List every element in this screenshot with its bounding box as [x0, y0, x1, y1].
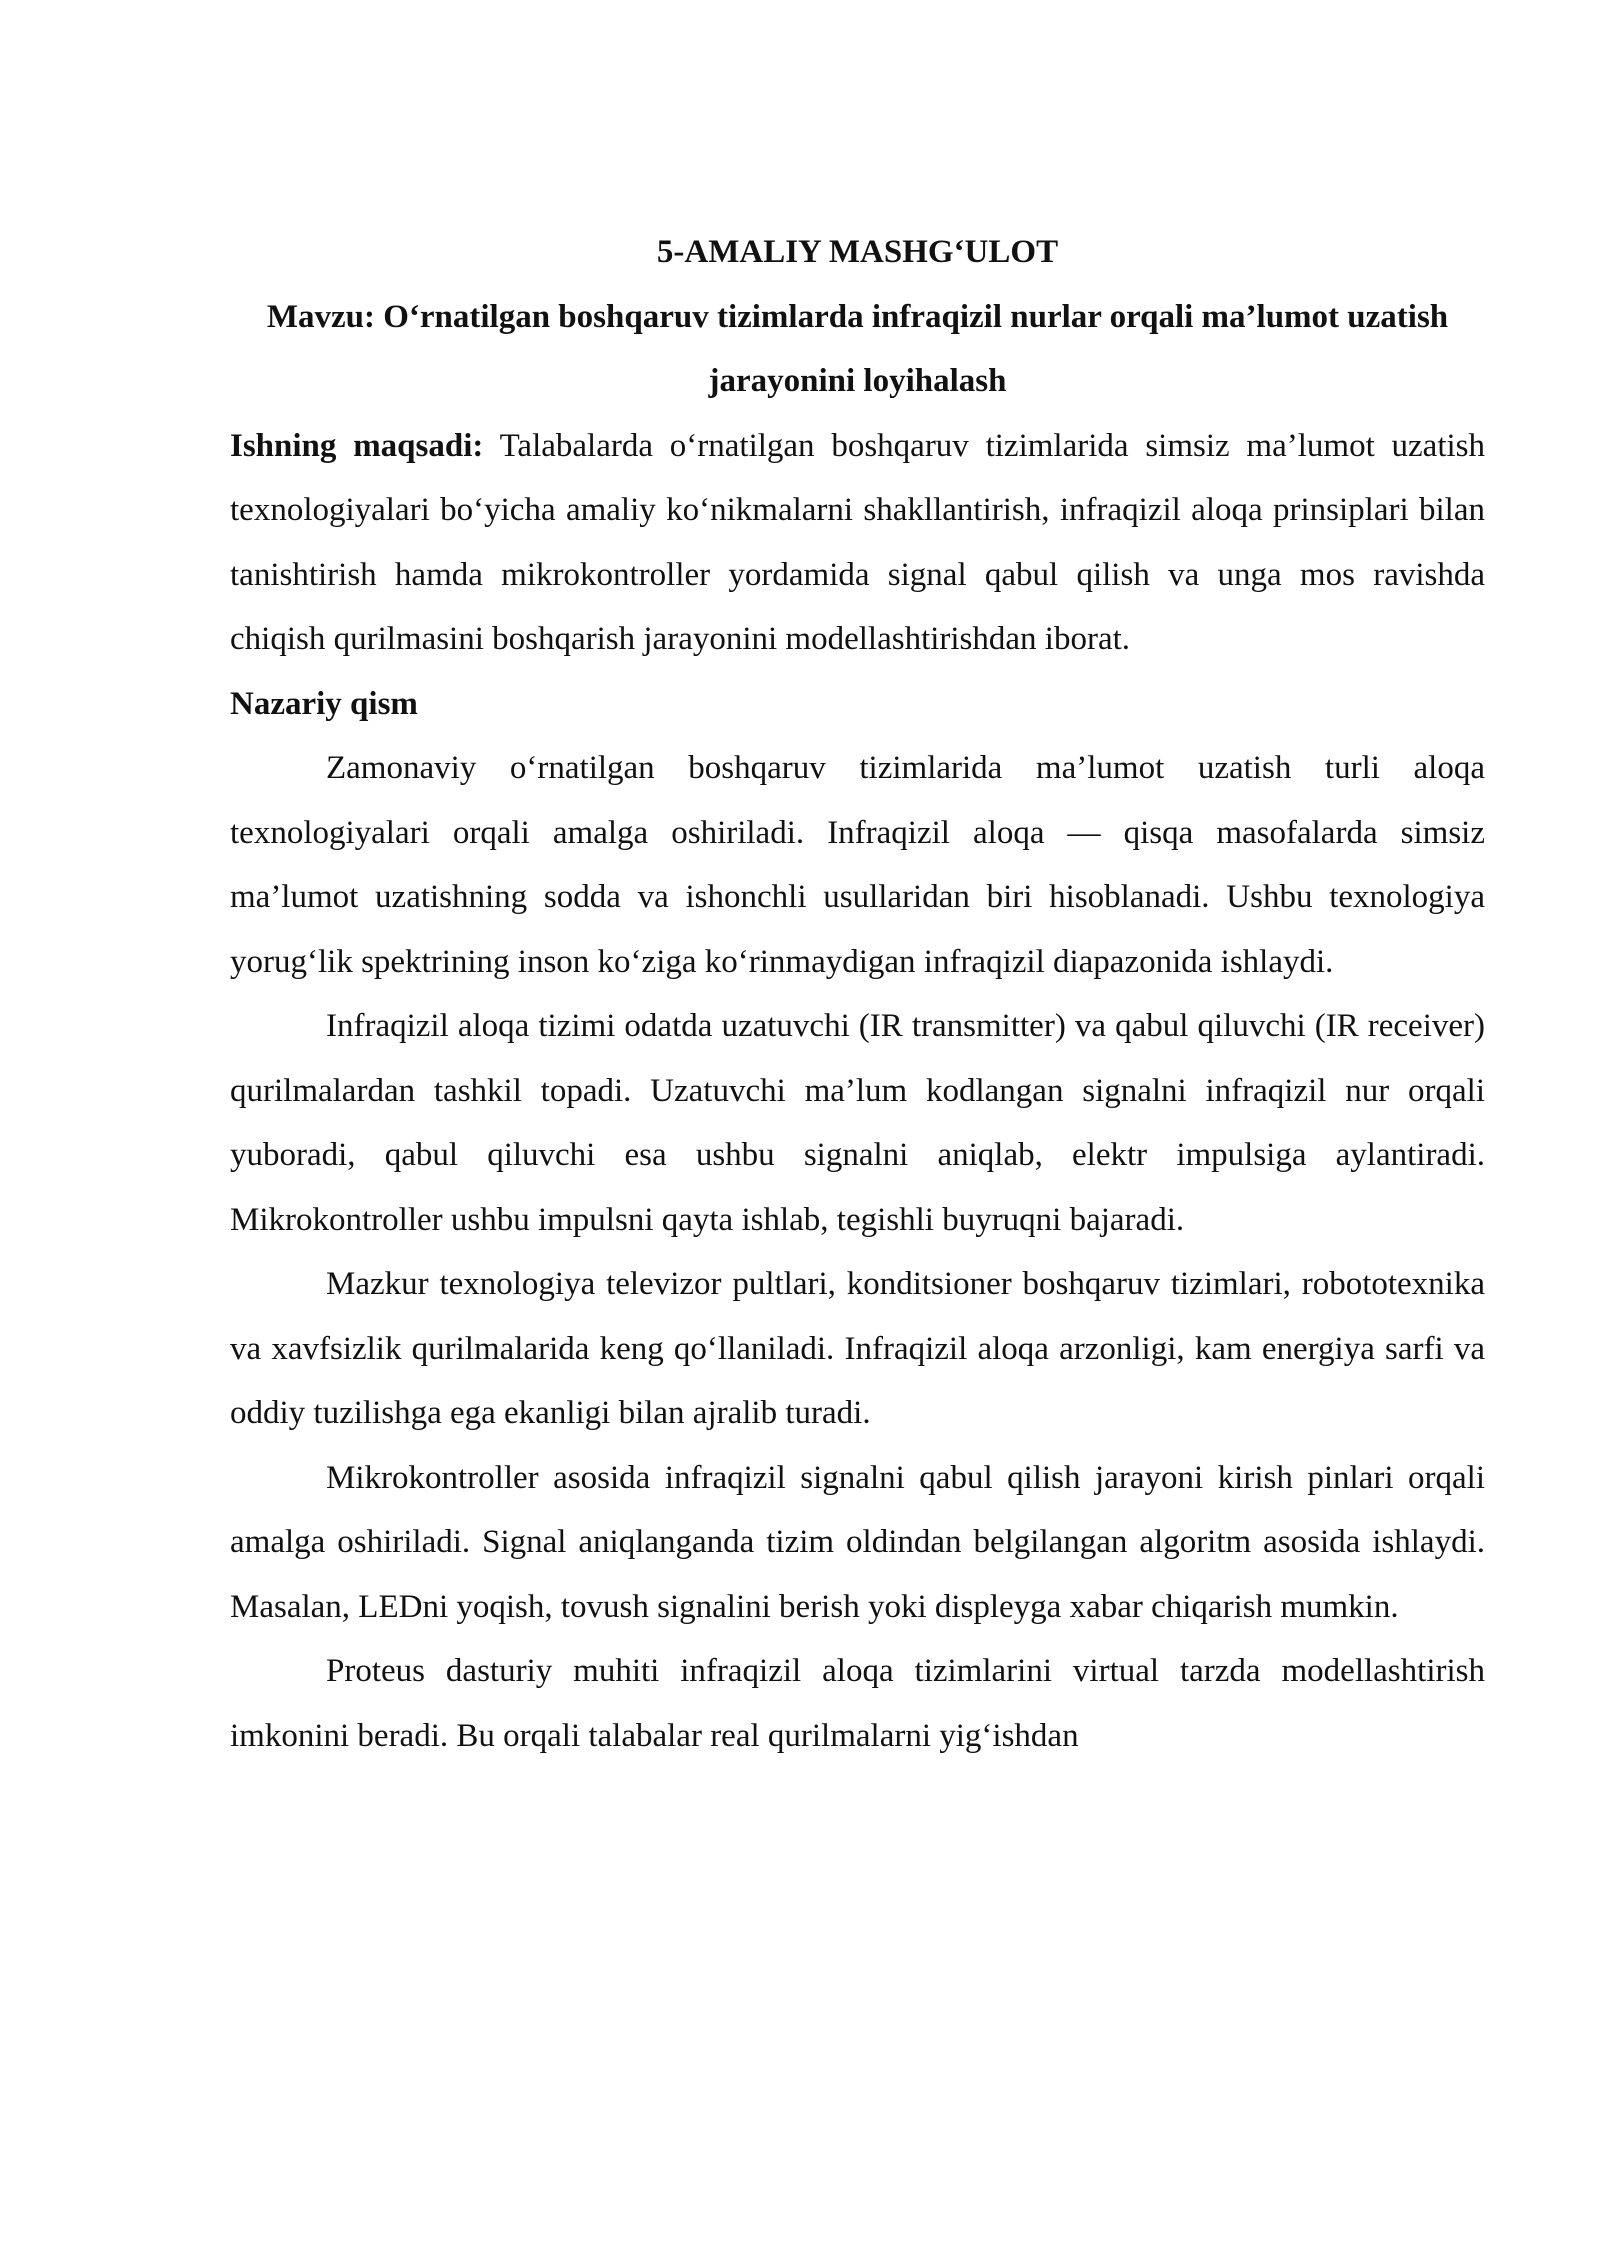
document-page [230, 220, 1485, 1768]
body-paragraph-2: Infraqizil aloqa tizimi odatda uzatuvchi (IR transmitter) va qabul qiluvchi (IR receiver) qurilmalardan tashkil topadi. Uzatuvchi ma’lum kodlangan signalni infraqizil nur orqali yuboradi, qabul qiluvchi esa ushbu signalni aniqlab, elektr impulsiga aylantiradi. Mikrokontroller ushbu impulsni qayta ishlab, tegishli buyruqni bajaradi. [230, 1008, 1485, 1238]
goal-text: Talabalarda o‘rnatilgan boshqaruv tizimlarida simsiz ma’lumot uzatish texnologiyalari bo‘yicha amaliy ko‘nikmalarni shakllantirish, infraqizil aloqa prinsiplari bilan tanishtirish hamda mikrokontroller yordamida signal qabul qilish va unga mos ravishda chiqish qurilmasini boshqarish jarayonini modellashtirishdan iborat. [230, 427, 1485, 657]
section-heading: Nazariy qism [230, 685, 418, 722]
body-paragraph-1: Zamonaviy o‘rnatilgan boshqaruv tizimlarida ma’lumot uzatish turli aloqa texnologiyalari orqali amalga oshiriladi. Infraqizil aloqa — qisqa masofalarda simsiz ma’lumot uzatishning sodda va ishonchli usullaridan biri hisoblanadi. Ushbu texnologiya yorug‘lik spektrining inson ko‘ziga ko‘rinmaydigan infraqizil diapazonida ishlaydi. [230, 750, 1485, 980]
document-subject: Mavzu: O‘rnatilgan boshqaruv tizimlarda infraqizil nurlar orqali ma’lumot uzatish jarayonini loyihalash [266, 298, 1449, 399]
document-title: 5-AMALIY MASHG‘ULOT [656, 234, 1059, 270]
goal-label: Ishning maqsadi: [230, 427, 484, 464]
body-paragraph-4: Mikrokontroller asosida infraqizil signalni qabul qilish jarayoni kirish pinlari orqali amalga oshiriladi. Signal aniqlanganda tizim oldindan belgilangan algoritm asosida ishlaydi. Masalan, LEDni yoqish, tovush signalini berish yoki displeyga xabar chiqarish mumkin. [230, 1459, 1485, 1625]
goal-paragraph [230, 414, 1485, 672]
body-paragraph-3: Mazkur texnologiya televizor pultlari, konditsioner boshqaruv tizimlari, robototexnika va xavfsizlik qurilmalarida keng qo‘llaniladi. Infraqizil aloqa arzonligi, kam energiya sarfi va oddiy tuzilishga ega ekanligi bilan ajralib turadi. [230, 1266, 1485, 1431]
body-paragraph-5: Proteus dasturiy muhiti infraqizil aloqa tizimlarini virtual tarzda modellashtirish imkonini beradi. Bu orqali talabalar real qurilmalarni yig‘ishdan [230, 1653, 1485, 1754]
